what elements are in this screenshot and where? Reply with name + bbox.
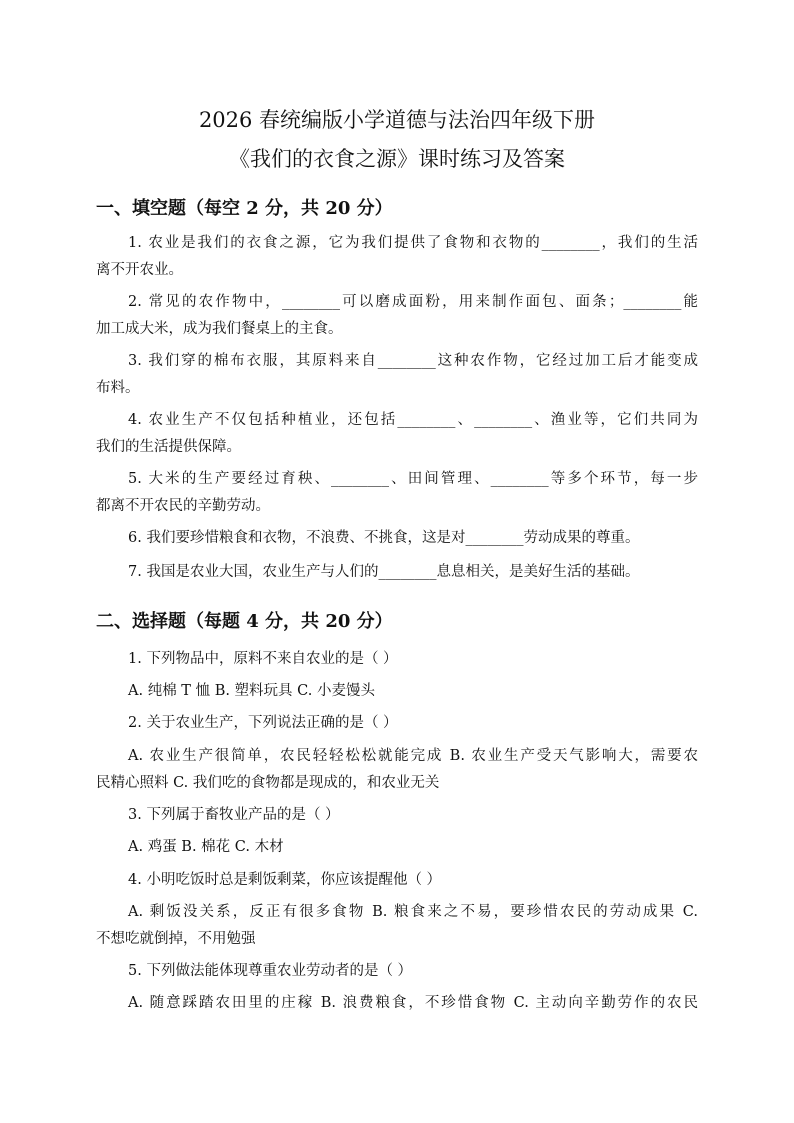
fill-question-6: 6. 我们要珍惜粮食和衣物，不浪费、不挑食，这是对________劳动成果的尊重。: [128, 530, 640, 546]
fill-question-3-line-1: 3. 我们穿的棉布衣服，其原料来自________这种农作物，它经过加工后才能变成: [128, 353, 698, 369]
choice-question-2-options-line-1: A. 农业生产很简单，农民轻轻松松就能完成 B. 农业生产受天气影响大，需要农: [128, 748, 698, 764]
fill-question-2-line-1: 2. 常见的农作物中，________可以磨成面粉，用来制作面包、面条；________能: [128, 294, 698, 310]
choice-question-4: 4. 小明吃饭时总是剩饭剩菜，你应该提醒他（ ）: [128, 872, 442, 888]
section-1-heading: 一、填空题（每空 2 分，共 20 分）: [96, 198, 393, 219]
fill-question-1-line-1: 1. 农业是我们的衣食之源，它为我们提供了食物和衣物的________，我们的生活: [128, 235, 698, 251]
choice-question-1-options: A. 纯棉 T 恤 B. 塑料玩具 C. 小麦馒头: [128, 683, 375, 699]
fill-question-4-line-1: 4. 农业生产不仅包括种植业，还包括________、________、渔业等，它们共同为: [128, 412, 698, 428]
fill-question-4-line-2: 我们的生活提供保障。: [96, 439, 241, 455]
choice-question-3-options: A. 鸡蛋 B. 棉花 C. 木材: [128, 839, 284, 855]
choice-question-3: 3. 下列属于畜牧业产品的是（ ）: [128, 807, 340, 823]
choice-question-5: 5. 下列做法能体现尊重农业劳动者的是（ ）: [128, 963, 413, 979]
choice-question-4-options-line-1: A. 剩饭没关系，反正有很多食物 B. 粮食来之不易，要珍惜农民的劳动成果 C.: [128, 904, 698, 920]
fill-question-3-line-2: 布料。: [96, 380, 140, 396]
section-2-heading: 二、选择题（每题 4 分，共 20 分）: [96, 611, 393, 632]
fill-question-1-line-2: 离不开农业。: [96, 262, 183, 278]
fill-question-2-line-2: 加工成大米，成为我们餐桌上的主食。: [96, 321, 343, 337]
choice-question-2: 2. 关于农业生产，下列说法正确的是（ ）: [128, 715, 398, 731]
document-title-line-2: 《我们的衣食之源》课时练习及答案: [229, 147, 565, 171]
choice-question-2-options-line-2: 民精心照料 C. 我们吃的食物都是现成的，和农业无关: [96, 775, 440, 791]
fill-question-5-line-1: 5. 大米的生产要经过育秧、________、田间管理、________等多个环节，每一步: [128, 471, 698, 487]
choice-question-5-options-line-1: A. 随意踩踏农田里的庄稼 B. 浪费粮食，不珍惜食物 C. 主动向辛勤劳作的农民: [128, 995, 698, 1011]
choice-question-1: 1. 下列物品中，原料不来自农业的是（ ）: [128, 651, 398, 667]
document-title-line-1: 2026 春统编版小学道德与法治四年级下册: [198, 108, 596, 132]
choice-question-4-options-line-2: 不想吃就倒掉，不用勉强: [96, 931, 256, 947]
fill-question-7: 7. 我国是农业大国，农业生产与人们的________息息相关，是美好生活的基础。: [128, 564, 640, 580]
fill-question-5-line-2: 都离不开农民的辛勤劳动。: [96, 498, 270, 514]
